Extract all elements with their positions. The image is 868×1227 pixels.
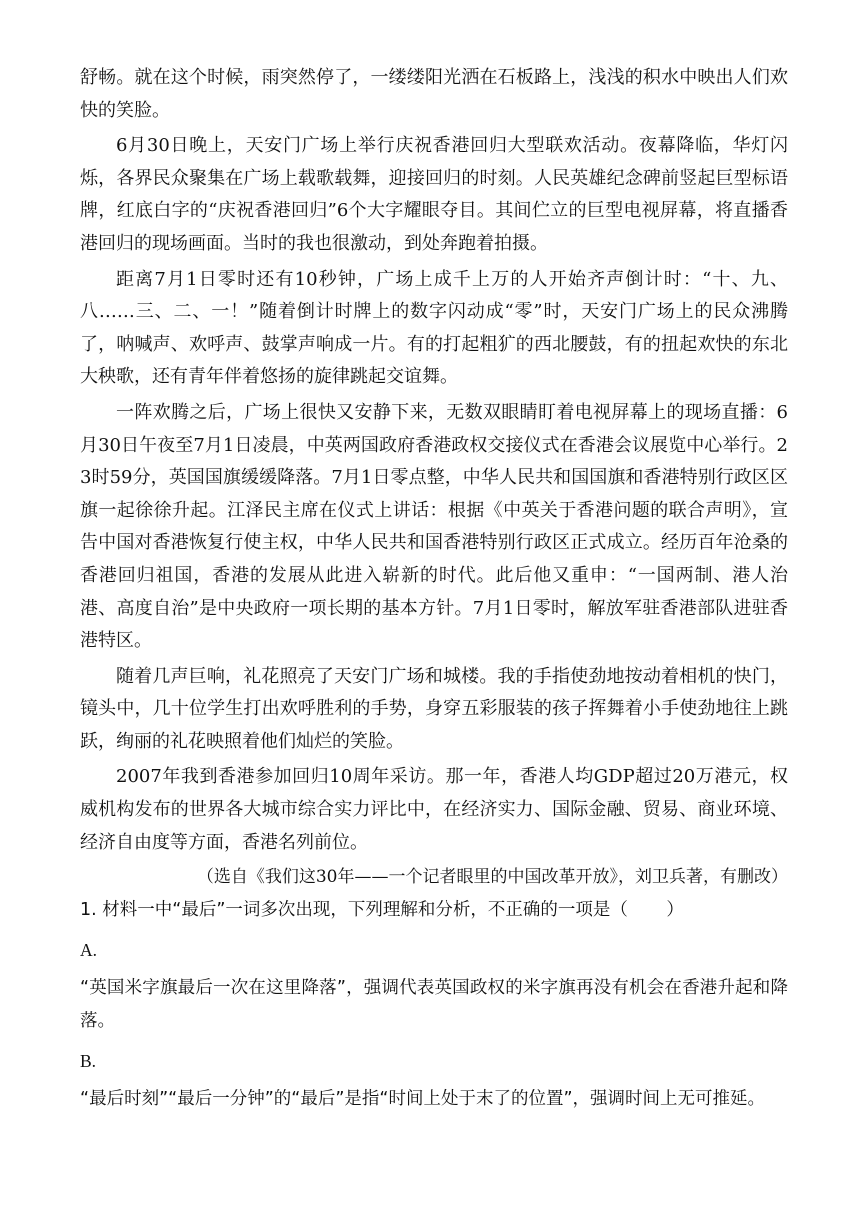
option-text: “最后时刻”“最后一分钟”的“最后”是指“时间上处于末了的位置”，强调时间上无可推延。 <box>80 1089 766 1110</box>
article-paragraph: 6月30日晚上，天安门广场上举行庆祝香港回归大型联欢活动。夜幕降临，华灯闪烁，各界民众聚集在广场上载歌载舞，迎接回归的时刻。人民英雄纪念碑前竖起巨型标语牌，红底白字的“庆祝香港回归”6个大字耀眼夺目。其间伫立的巨型电视屏幕，将直播香港回归的现场画面。当时的我也很激动，到处奔跑着拍摄。 <box>80 135 788 254</box>
article-paragraph: 一阵欢腾之后，广场上很快又安静下来，无数双眼睛盯着电视屏幕上的现场直播：6月30日午夜至7月1日凌晨，中英两国政府香港政权交接仪式在香港会议展览中心举行。23时59分，英国国旗缓缓降落。7月1日零点整，中华人民共和国国旗和香港特别行政区区旗一起徐徐升起。江泽民主席在仪式上讲话：根据《中英关于香港问题的联合声明》，宣告中国对香港恢复行使主权，中华人民共和国香港特别行政区正式成立。经历百年沧桑的香港回归祖国，香港的发展从此进入崭新的时代。此后他又重申：“一国两制、港人治港、高度自治”是中央政府一项长期的基本方针。7月1日零时，解放军驻香港部队进驻香港特区。 <box>80 401 788 652</box>
option-text: “英国米字旗最后一次在这里降落”，强调代表英国政权的米字旗再没有机会在香港升起和降落。 <box>80 978 788 1031</box>
article-paragraph: 距离7月1日零时还有10秒钟，广场上成千上万的人开始齐声倒计时：“十、九、八……三、二、一！”随着倒计时牌上的数字闪动成“零”时，天安门广场上的民众沸腾了，呐喊声、欢呼声、鼓掌声响成一片。有的打起粗犷的西北腰鼓，有的扭起欢快的东北大秧歌，还有青年伴着悠扬的旋律跳起交谊舞。 <box>80 268 788 388</box>
option-letter: B. <box>80 1051 97 1072</box>
option-b <box>80 1045 788 1116</box>
article-paragraph: 随着几声巨响，礼花照亮了天安门广场和城楼。我的手指使劲地按动着相机的快门，镜头中，几十位学生打出欢呼胜利的手势，身穿五彩服装的孩子挥舞着小手使劲地往上跳跃，绚丽的礼花映照着他们灿烂的笑脸。 <box>80 665 788 752</box>
document-page <box>80 62 788 1116</box>
question-stem-close: ） <box>666 900 684 921</box>
option-a <box>80 934 788 1037</box>
article-paragraph-continued: 舒畅。就在这个时候，雨突然停了，一缕缕阳光洒在石板路上，浅浅的积水中映出人们欢快的笑脸。 <box>80 67 788 121</box>
question-stem-text: 1. 材料一中“最后”一词多次出现，下列理解和分析，不正确的一项是（ <box>80 900 628 921</box>
question-stem <box>80 894 788 926</box>
article-paragraph: 2007年我到香港参加回归10周年采访。那一年，香港人均GDP超过20万港元，权威机构发布的世界各大城市综合实力评比中，在经济实力、国际金融、贸易、商业环境、经济自由度等方面，香港名列前位。 <box>80 766 788 853</box>
article-source-citation: （选自《我们这30年——一个记者眼里的中国改革开放》，刘卫兵著，有删改） <box>196 867 788 888</box>
option-letter: A. <box>80 940 98 961</box>
